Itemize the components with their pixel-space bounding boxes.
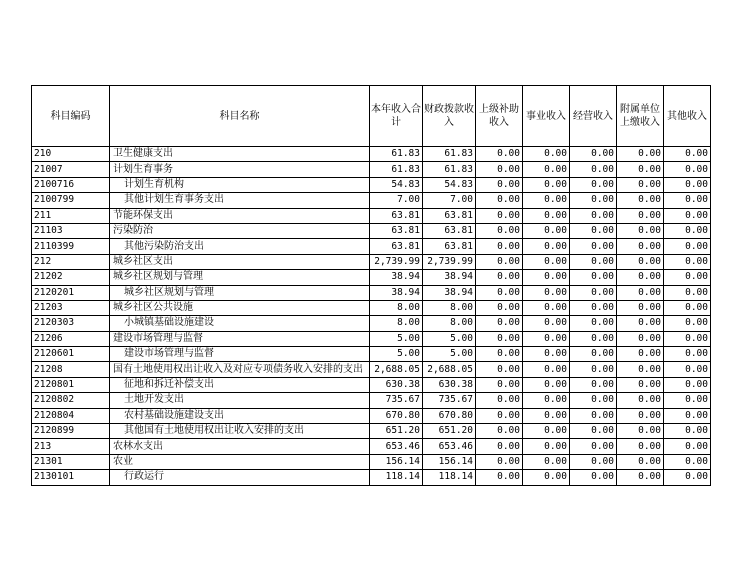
subject-name-cell: 城乡社区公共设施 — [110, 300, 370, 315]
amount-cell: 0.00 — [523, 454, 570, 469]
amount-cell: 0.00 — [570, 162, 617, 177]
subject-code-cell: 2120303 — [32, 316, 110, 331]
amount-cell: 0.00 — [523, 362, 570, 377]
subject-name-cell: 其他污染防治支出 — [110, 239, 370, 254]
amount-cell: 5.00 — [370, 347, 423, 362]
table-row — [32, 300, 711, 315]
amount-cell: 0.00 — [523, 208, 570, 223]
table-row — [32, 193, 711, 208]
amount-cell: 0.00 — [617, 347, 664, 362]
amount-cell: 156.14 — [370, 454, 423, 469]
amount-cell: 0.00 — [617, 285, 664, 300]
amount-cell: 0.00 — [570, 193, 617, 208]
amount-cell: 61.83 — [370, 162, 423, 177]
subject-code-cell: 2100799 — [32, 193, 110, 208]
subject-name-cell: 小城镇基础设施建设 — [110, 316, 370, 331]
subject-code-cell: 2120801 — [32, 377, 110, 392]
table-row — [32, 331, 711, 346]
header-other-income: 其他收入 — [664, 86, 711, 147]
amount-cell: 0.00 — [523, 377, 570, 392]
amount-cell: 0.00 — [570, 424, 617, 439]
amount-cell: 38.94 — [423, 270, 476, 285]
amount-cell: 0.00 — [617, 177, 664, 192]
amount-cell: 0.00 — [664, 331, 711, 346]
amount-cell: 651.20 — [370, 424, 423, 439]
header-subject-name: 科目名称 — [110, 86, 370, 147]
amount-cell: 0.00 — [476, 424, 523, 439]
amount-cell: 38.94 — [370, 285, 423, 300]
amount-cell: 0.00 — [523, 193, 570, 208]
subject-code-cell: 213 — [32, 439, 110, 454]
amount-cell: 0.00 — [476, 239, 523, 254]
header-operating-income: 经营收入 — [570, 86, 617, 147]
amount-cell: 0.00 — [664, 454, 711, 469]
table-row — [32, 223, 711, 238]
amount-cell: 0.00 — [570, 177, 617, 192]
amount-cell: 0.00 — [523, 439, 570, 454]
amount-cell: 0.00 — [570, 347, 617, 362]
table-row — [32, 454, 711, 469]
amount-cell: 61.83 — [370, 147, 423, 162]
amount-cell: 0.00 — [664, 193, 711, 208]
header-affiliated-unit-income: 附属单位上缴收入 — [617, 86, 664, 147]
subject-name-cell: 计划生育事务 — [110, 162, 370, 177]
amount-cell: 0.00 — [617, 300, 664, 315]
amount-cell: 630.38 — [370, 377, 423, 392]
amount-cell: 63.81 — [423, 223, 476, 238]
table-row — [32, 177, 711, 192]
amount-cell: 0.00 — [523, 254, 570, 269]
amount-cell: 0.00 — [476, 270, 523, 285]
amount-cell: 0.00 — [523, 316, 570, 331]
subject-code-cell: 2120201 — [32, 285, 110, 300]
amount-cell: 653.46 — [370, 439, 423, 454]
amount-cell: 38.94 — [370, 270, 423, 285]
amount-cell: 0.00 — [664, 347, 711, 362]
amount-cell: 0.00 — [570, 408, 617, 423]
amount-cell: 0.00 — [523, 162, 570, 177]
amount-cell: 0.00 — [617, 377, 664, 392]
amount-cell: 0.00 — [617, 362, 664, 377]
amount-cell: 2,739.99 — [423, 254, 476, 269]
amount-cell: 0.00 — [476, 208, 523, 223]
amount-cell: 2,739.99 — [370, 254, 423, 269]
amount-cell: 0.00 — [523, 393, 570, 408]
amount-cell: 0.00 — [476, 147, 523, 162]
amount-cell: 0.00 — [523, 270, 570, 285]
amount-cell: 0.00 — [570, 331, 617, 346]
subject-code-cell: 21203 — [32, 300, 110, 315]
amount-cell: 63.81 — [423, 208, 476, 223]
amount-cell: 0.00 — [664, 254, 711, 269]
subject-name-cell: 国有土地使用权出让收入及对应专项债务收入安排的支出 — [110, 362, 370, 377]
subject-name-cell: 计划生育机构 — [110, 177, 370, 192]
subject-code-cell: 21202 — [32, 270, 110, 285]
subject-name-cell: 城乡社区支出 — [110, 254, 370, 269]
table-row — [32, 439, 711, 454]
amount-cell: 0.00 — [570, 239, 617, 254]
amount-cell: 0.00 — [570, 377, 617, 392]
amount-cell: 0.00 — [617, 454, 664, 469]
amount-cell: 0.00 — [664, 177, 711, 192]
amount-cell: 0.00 — [617, 316, 664, 331]
amount-cell: 0.00 — [617, 331, 664, 346]
amount-cell: 0.00 — [523, 239, 570, 254]
amount-cell: 2,688.05 — [370, 362, 423, 377]
amount-cell: 2,688.05 — [423, 362, 476, 377]
amount-cell: 0.00 — [570, 454, 617, 469]
amount-cell: 0.00 — [476, 285, 523, 300]
amount-cell: 735.67 — [423, 393, 476, 408]
amount-cell: 0.00 — [570, 147, 617, 162]
amount-cell: 0.00 — [664, 223, 711, 238]
table-row — [32, 285, 711, 300]
amount-cell: 54.83 — [370, 177, 423, 192]
amount-cell: 0.00 — [476, 439, 523, 454]
subject-code-cell: 21206 — [32, 331, 110, 346]
subject-name-cell: 卫生健康支出 — [110, 147, 370, 162]
subject-code-cell: 21301 — [32, 454, 110, 469]
table-row — [32, 377, 711, 392]
amount-cell: 0.00 — [570, 316, 617, 331]
amount-cell: 118.14 — [370, 470, 423, 485]
table-row — [32, 162, 711, 177]
subject-code-cell: 2120802 — [32, 393, 110, 408]
amount-cell: 0.00 — [664, 408, 711, 423]
subject-code-cell: 21007 — [32, 162, 110, 177]
subject-name-cell: 农村基础设施建设支出 — [110, 408, 370, 423]
table-row — [32, 347, 711, 362]
subject-name-cell: 节能环保支出 — [110, 208, 370, 223]
amount-cell: 0.00 — [523, 285, 570, 300]
amount-cell: 0.00 — [570, 300, 617, 315]
subject-code-cell: 2110399 — [32, 239, 110, 254]
subject-code-cell: 21103 — [32, 223, 110, 238]
amount-cell: 670.80 — [370, 408, 423, 423]
amount-cell: 0.00 — [476, 454, 523, 469]
header-subject-code: 科目编码 — [32, 86, 110, 147]
amount-cell: 0.00 — [617, 239, 664, 254]
amount-cell: 0.00 — [664, 470, 711, 485]
table-row — [32, 470, 711, 485]
subject-code-cell: 210 — [32, 147, 110, 162]
amount-cell: 0.00 — [476, 193, 523, 208]
amount-cell: 0.00 — [617, 254, 664, 269]
amount-cell: 0.00 — [476, 316, 523, 331]
amount-cell: 0.00 — [664, 377, 711, 392]
amount-cell: 5.00 — [423, 347, 476, 362]
amount-cell: 0.00 — [476, 177, 523, 192]
amount-cell: 0.00 — [476, 470, 523, 485]
amount-cell: 118.14 — [423, 470, 476, 485]
amount-cell: 63.81 — [370, 239, 423, 254]
subject-name-cell: 城乡社区规划与管理 — [110, 270, 370, 285]
amount-cell: 0.00 — [570, 362, 617, 377]
amount-cell: 61.83 — [423, 147, 476, 162]
amount-cell: 0.00 — [617, 147, 664, 162]
amount-cell: 0.00 — [523, 223, 570, 238]
amount-cell: 0.00 — [570, 270, 617, 285]
amount-cell: 670.80 — [423, 408, 476, 423]
subject-name-cell: 其他国有土地使用权出让收入安排的支出 — [110, 424, 370, 439]
subject-name-cell: 建设市场管理与监督 — [110, 331, 370, 346]
amount-cell: 0.00 — [664, 239, 711, 254]
amount-cell: 0.00 — [664, 362, 711, 377]
amount-cell: 0.00 — [664, 285, 711, 300]
subject-code-cell: 211 — [32, 208, 110, 223]
amount-cell: 0.00 — [523, 177, 570, 192]
amount-cell: 0.00 — [476, 223, 523, 238]
subject-code-cell: 2120899 — [32, 424, 110, 439]
amount-cell: 0.00 — [664, 393, 711, 408]
subject-name-cell: 征地和拆迁补偿支出 — [110, 377, 370, 392]
subject-name-cell: 土地开发支出 — [110, 393, 370, 408]
amount-cell: 0.00 — [617, 193, 664, 208]
header-superior-subsidy: 上级补助收入 — [476, 86, 523, 147]
amount-cell: 0.00 — [523, 347, 570, 362]
amount-cell: 0.00 — [664, 439, 711, 454]
amount-cell: 0.00 — [570, 223, 617, 238]
amount-cell: 0.00 — [617, 424, 664, 439]
amount-cell: 0.00 — [617, 470, 664, 485]
amount-cell: 0.00 — [523, 424, 570, 439]
amount-cell: 735.67 — [370, 393, 423, 408]
subject-code-cell: 2100716 — [32, 177, 110, 192]
amount-cell: 0.00 — [476, 162, 523, 177]
table-row — [32, 239, 711, 254]
amount-cell: 5.00 — [423, 331, 476, 346]
amount-cell: 54.83 — [423, 177, 476, 192]
amount-cell: 7.00 — [370, 193, 423, 208]
amount-cell: 0.00 — [570, 439, 617, 454]
amount-cell: 8.00 — [370, 316, 423, 331]
table-row — [32, 147, 711, 162]
amount-cell: 8.00 — [423, 300, 476, 315]
amount-cell: 0.00 — [617, 162, 664, 177]
amount-cell: 0.00 — [570, 393, 617, 408]
amount-cell: 0.00 — [617, 408, 664, 423]
table-row — [32, 408, 711, 423]
amount-cell: 0.00 — [476, 331, 523, 346]
subject-name-cell: 城乡社区规划与管理 — [110, 285, 370, 300]
amount-cell: 0.00 — [664, 424, 711, 439]
amount-cell: 8.00 — [370, 300, 423, 315]
amount-cell: 0.00 — [617, 393, 664, 408]
table-row — [32, 208, 711, 223]
table-row — [32, 316, 711, 331]
amount-cell: 0.00 — [523, 300, 570, 315]
amount-cell: 0.00 — [570, 254, 617, 269]
subject-code-cell: 2130101 — [32, 470, 110, 485]
amount-cell: 653.46 — [423, 439, 476, 454]
subject-name-cell: 农林水支出 — [110, 439, 370, 454]
amount-cell: 0.00 — [476, 408, 523, 423]
amount-cell: 0.00 — [523, 331, 570, 346]
amount-cell: 0.00 — [664, 147, 711, 162]
budget-income-table — [31, 85, 711, 486]
amount-cell: 0.00 — [476, 393, 523, 408]
amount-cell: 0.00 — [476, 347, 523, 362]
amount-cell: 5.00 — [370, 331, 423, 346]
amount-cell: 0.00 — [523, 147, 570, 162]
amount-cell: 0.00 — [523, 470, 570, 485]
amount-cell: 63.81 — [423, 239, 476, 254]
table-row — [32, 270, 711, 285]
amount-cell: 0.00 — [570, 470, 617, 485]
amount-cell: 38.94 — [423, 285, 476, 300]
amount-cell: 0.00 — [664, 208, 711, 223]
amount-cell: 156.14 — [423, 454, 476, 469]
amount-cell: 63.81 — [370, 208, 423, 223]
amount-cell: 0.00 — [476, 362, 523, 377]
subject-name-cell: 建设市场管理与监督 — [110, 347, 370, 362]
amount-cell: 0.00 — [664, 162, 711, 177]
amount-cell: 0.00 — [570, 285, 617, 300]
subject-code-cell: 212 — [32, 254, 110, 269]
amount-cell: 630.38 — [423, 377, 476, 392]
amount-cell: 0.00 — [617, 208, 664, 223]
table-row — [32, 362, 711, 377]
amount-cell: 651.20 — [423, 424, 476, 439]
header-fiscal-appropriation: 财政拨款收入 — [423, 86, 476, 147]
amount-cell: 61.83 — [423, 162, 476, 177]
table-row — [32, 424, 711, 439]
subject-name-cell: 行政运行 — [110, 470, 370, 485]
amount-cell: 0.00 — [523, 408, 570, 423]
amount-cell: 0.00 — [664, 300, 711, 315]
subject-code-cell: 2120601 — [32, 347, 110, 362]
amount-cell: 0.00 — [570, 208, 617, 223]
subject-code-cell: 2120804 — [32, 408, 110, 423]
subject-name-cell: 农业 — [110, 454, 370, 469]
amount-cell: 0.00 — [476, 300, 523, 315]
amount-cell: 0.00 — [617, 223, 664, 238]
amount-cell: 0.00 — [617, 270, 664, 285]
amount-cell: 8.00 — [423, 316, 476, 331]
amount-cell: 0.00 — [664, 316, 711, 331]
amount-cell: 0.00 — [476, 254, 523, 269]
amount-cell: 0.00 — [476, 377, 523, 392]
header-total-income: 本年收入合计 — [370, 86, 423, 147]
table-row — [32, 254, 711, 269]
subject-code-cell: 21208 — [32, 362, 110, 377]
header-business-income: 事业收入 — [523, 86, 570, 147]
amount-cell: 63.81 — [370, 223, 423, 238]
table-row — [32, 393, 711, 408]
table-body — [32, 147, 711, 486]
table-header-row — [32, 86, 711, 147]
subject-name-cell: 其他计划生育事务支出 — [110, 193, 370, 208]
amount-cell: 0.00 — [664, 270, 711, 285]
amount-cell: 7.00 — [423, 193, 476, 208]
subject-name-cell: 污染防治 — [110, 223, 370, 238]
amount-cell: 0.00 — [617, 439, 664, 454]
